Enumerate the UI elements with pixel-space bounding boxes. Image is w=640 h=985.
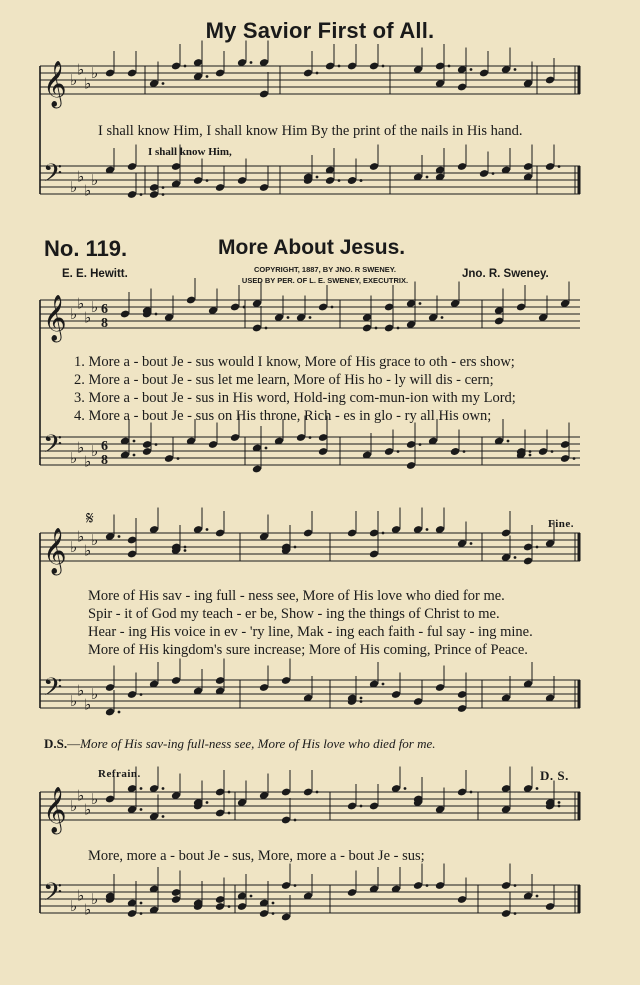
- top-lyric: I shall know Him, I shall know Him By the print of the nails in His hand.: [98, 123, 523, 139]
- note-dot: [316, 791, 319, 794]
- ds-dash: —: [67, 736, 81, 751]
- flat-sign: ♭: [91, 892, 99, 908]
- note-dot: [162, 186, 165, 189]
- note-dot: [470, 542, 473, 545]
- flat-sign: ♭: [91, 792, 99, 808]
- note-dot: [558, 165, 561, 168]
- verse-3-line-a: 3. More a - bout Je - sus in His word, Hold-ing com-mun-ion with my Lord;: [74, 390, 516, 406]
- flat-sign: ♭: [91, 533, 99, 549]
- note-dot: [514, 912, 517, 915]
- note-dot: [426, 528, 429, 531]
- time-signature-bottom: 8: [101, 316, 108, 331]
- time-signature-top: 6: [101, 439, 108, 454]
- bass-clef: 𝄢: [43, 159, 63, 194]
- note-dot: [492, 172, 495, 175]
- note-dot: [316, 72, 319, 75]
- flat-sign: ♭: [84, 310, 92, 327]
- note-dot: [133, 454, 136, 457]
- note-dot: [118, 535, 121, 538]
- bass-cue-lyric: I shall know Him,: [148, 146, 232, 158]
- note-dot: [228, 905, 231, 908]
- note-dot: [206, 528, 209, 531]
- time-signature-top: 6: [101, 302, 108, 317]
- note-dot: [448, 65, 451, 68]
- flat-sign: ♭: [84, 902, 92, 919]
- note-dot: [265, 327, 268, 330]
- note-dot: [309, 316, 312, 319]
- note-dot: [360, 179, 363, 182]
- note-dot: [272, 912, 275, 915]
- note-dot: [360, 700, 363, 703]
- note-dot: [184, 549, 187, 552]
- copyright-line-2: USED BY PER. OF L. E. SWENEY, EXECUTRIX.: [241, 276, 409, 285]
- flat-sign: ♭: [77, 683, 85, 700]
- note-dot: [184, 546, 187, 549]
- verse-1-line-b: More of His sav - ing full - ness see, More of His love who died for me.: [88, 588, 505, 604]
- flat-sign: ♭: [84, 454, 92, 471]
- note-dot: [155, 313, 158, 316]
- refrain-ds-marking: D. S.: [540, 768, 569, 783]
- note-dot: [228, 791, 231, 794]
- note-dot: [140, 912, 143, 915]
- note-dot: [573, 457, 576, 460]
- note-dot: [536, 895, 539, 898]
- note-dot: [426, 884, 429, 887]
- bass-clef: 𝄢: [43, 430, 63, 465]
- time-signature-bottom: 8: [101, 453, 108, 468]
- bass-clef: 𝄢: [43, 673, 63, 708]
- note-dot: [294, 884, 297, 887]
- note-dot: [162, 787, 165, 790]
- refrain-label: Refrain.: [98, 768, 141, 780]
- note-dot: [118, 711, 121, 714]
- copyright-line-1: COPYRIGHT, 1887, BY JNO. R SWENEY.: [254, 265, 396, 274]
- note-dot: [309, 436, 312, 439]
- note-dot: [419, 302, 422, 305]
- note-dot: [250, 61, 253, 64]
- fine-marking: Fine.: [548, 518, 575, 530]
- note-dot: [382, 683, 385, 686]
- note-dot: [382, 532, 385, 535]
- flat-sign: ♭: [77, 888, 85, 905]
- note-dot: [206, 801, 209, 804]
- note-dot: [294, 819, 297, 822]
- flat-sign: ♭: [77, 169, 85, 186]
- note-dot: [140, 902, 143, 905]
- note-dot: [294, 546, 297, 549]
- verse-2-line-b: Spir - it of God my teach - er be, Show - ing the things of Christ to me.: [88, 606, 500, 622]
- flat-sign: ♭: [77, 440, 85, 457]
- note-dot: [397, 327, 400, 330]
- flat-sign: ♭: [84, 76, 92, 93]
- hymn-author: E. E. Hewitt.: [62, 268, 128, 280]
- treble-clef: 𝄞: [43, 787, 67, 833]
- note-dot: [470, 791, 473, 794]
- note-dot: [558, 801, 561, 804]
- note-dot: [162, 82, 165, 85]
- note-dot: [397, 450, 400, 453]
- note-dot: [265, 447, 268, 450]
- note-dot: [140, 693, 143, 696]
- hymn-number: No. 119.: [44, 236, 128, 261]
- note-dot: [514, 68, 517, 71]
- note-dot: [338, 65, 341, 68]
- note-dot: [507, 440, 510, 443]
- note-dot: [331, 306, 334, 309]
- verse-4-line-a: 4. More a - bout Je - sus on His throne, Rich - es in glo - ry all His own;: [74, 408, 492, 424]
- note-dot: [382, 65, 385, 68]
- note-dot: [470, 68, 473, 71]
- flat-sign: ♭: [70, 307, 78, 323]
- verse-1-line-a: 1. More a - bout Je - sus would I know, More of His grace to oth - ers show;: [74, 354, 515, 370]
- treble-clef: 𝄞: [43, 528, 67, 574]
- treble-clef: 𝄞: [43, 61, 67, 107]
- verse-4-line-b: More of His kingdom's sure increase; More of His coming, Prince of Peace.: [88, 642, 528, 658]
- note-dot: [558, 805, 561, 808]
- hymn-composer: Jno. R. Sweney.: [462, 268, 549, 280]
- note-dot: [441, 316, 444, 319]
- note-dot: [140, 808, 143, 811]
- note-dot: [426, 176, 429, 179]
- flat-sign: ♭: [70, 540, 78, 556]
- note-dot: [536, 787, 539, 790]
- flat-sign: ♭: [91, 66, 99, 82]
- ds-text: More of His sav-ing full-ness see, More of His love who died for me.: [80, 736, 436, 751]
- flat-sign: ♭: [70, 180, 78, 196]
- note-dot: [287, 316, 290, 319]
- note-dot: [206, 179, 209, 182]
- note-dot: [250, 895, 253, 898]
- note-dot: [243, 306, 246, 309]
- note-dot: [360, 697, 363, 700]
- note-dot: [140, 193, 143, 196]
- note-dot: [162, 193, 165, 196]
- flat-sign: ♭: [84, 543, 92, 560]
- note-dot: [536, 546, 539, 549]
- bass-clef: 𝄢: [43, 878, 63, 913]
- note-dot: [206, 75, 209, 78]
- flat-sign: ♭: [77, 529, 85, 546]
- flat-sign: ♭: [84, 697, 92, 714]
- flat-sign: ♭: [91, 687, 99, 703]
- note-dot: [529, 450, 532, 453]
- note-dot: [177, 457, 180, 460]
- refrain-lyric: More, more a - bout Je - sus, More, more a - bout Je - sus;: [88, 848, 425, 864]
- hymn-title: More About Jesus.: [218, 236, 406, 259]
- note-dot: [140, 787, 143, 790]
- note-dot: [338, 179, 341, 182]
- flat-sign: ♭: [84, 802, 92, 819]
- note-dot: [162, 815, 165, 818]
- note-dot: [463, 450, 466, 453]
- note-dot: [419, 443, 422, 446]
- note-dot: [272, 902, 275, 905]
- note-dot: [404, 787, 407, 790]
- verse-2-line-a: 2. More a - bout Je - sus let me learn, More of His ho - ly will dis - cern;: [74, 372, 494, 388]
- flat-sign: ♭: [70, 451, 78, 467]
- treble-clef: 𝄞: [43, 295, 67, 341]
- flat-sign: ♭: [77, 296, 85, 313]
- note-dot: [375, 327, 378, 330]
- verse-3-line-b: Hear - ing His voice in ev - 'ry line, Mak - ing each faith - ful say - ing mine.: [88, 624, 533, 640]
- flat-sign: ♭: [84, 183, 92, 200]
- note-dot: [529, 454, 532, 457]
- note-dot: [514, 884, 517, 887]
- note-dot: [155, 443, 158, 446]
- flat-sign: ♭: [70, 73, 78, 89]
- flat-sign: ♭: [77, 788, 85, 805]
- ds-label: D.S.: [44, 736, 68, 751]
- flat-sign: ♭: [70, 694, 78, 710]
- note-dot: [514, 556, 517, 559]
- note-dot: [360, 805, 363, 808]
- note-dot: [184, 65, 187, 68]
- flat-sign: ♭: [70, 799, 78, 815]
- flat-sign: ♭: [91, 173, 99, 189]
- note-dot: [316, 176, 319, 179]
- song-title-top: My Savior First of All.: [205, 18, 435, 43]
- flat-sign: ♭: [91, 300, 99, 316]
- flat-sign: ♭: [91, 444, 99, 460]
- flat-sign: ♭: [70, 899, 78, 915]
- flat-sign: ♭: [77, 62, 85, 79]
- segno-sign: 𝄋: [86, 508, 94, 528]
- note-dot: [551, 450, 554, 453]
- note-dot: [228, 812, 231, 815]
- note-dot: [133, 440, 136, 443]
